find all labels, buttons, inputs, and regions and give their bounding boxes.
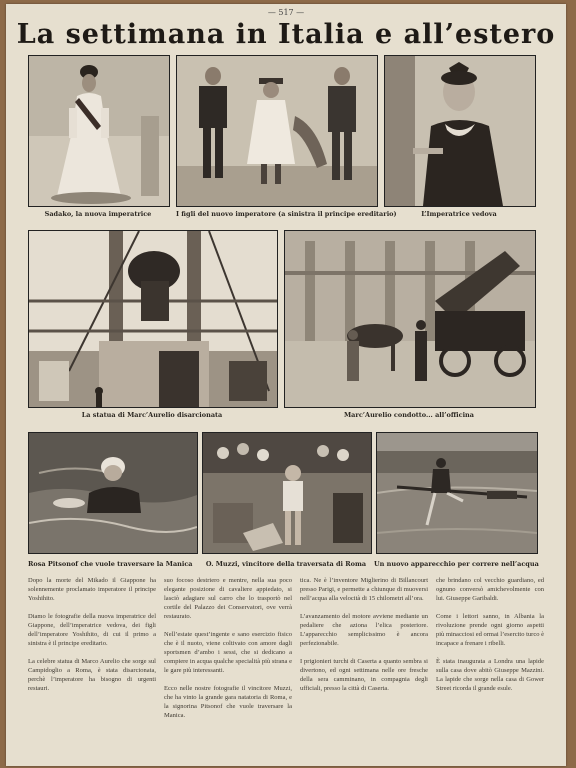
page-title: La settimana in Italia e all’estero	[16, 19, 556, 50]
caption-condotto: Marc’Aurelio condotto... all’officina	[343, 411, 474, 419]
caption-figli: I figli del nuovo imperatore (a sinistra il principe ereditario)	[176, 210, 397, 218]
paragraph: Come i lettori sanno, in Albania la rivoluzione prende ogni giorno aspetti più minacciosi ed ormai l’esercito turco è incapace a frenare i ribelli.	[436, 613, 544, 647]
paragraph: che brindano col vecchio guardiano, ed ognuno conversò amichevolmente con lui. Giuseppe Garibaldi.	[436, 577, 544, 602]
paragraph: L’avanzamento del motore avviene mediante un pedaliere che aziona l’elica posteriore. L’apparecchio semplicissimo è ancora perfezionabile.	[300, 613, 428, 647]
photo-figli	[176, 55, 378, 207]
caption-pitsonof: Rosa Pitsonof che vuole traversare la Manica	[28, 560, 193, 568]
photo-pitsonof	[28, 432, 198, 554]
paragraph: suo focoso destriero e mentre, nella sua poco elegante posizione di cavaliere appiedato, si lasciò adagiare sul carro che lo trasportò nel cortile del Palazzo dei Conservatori, ove verrà restaurato.	[164, 577, 292, 620]
text-column-3	[300, 576, 428, 766]
paragraph: Dopo la morte del Mikado il Giappone ha solennemente proclamato imperatore il principe Yoshihito.	[28, 577, 156, 602]
text-column-1	[28, 576, 156, 766]
paragraph: Ecco nelle nostre fotografie il vincitore Muzzi, che ha vinto la grande gara natatoria di Roma, e la signorina Pitsonof che vuole traversare la Manica.	[164, 685, 292, 719]
paragraph: tica. Ne è l’inventore Miglierino di Billancourt presso Parigi, e permette a chiunque di muoversi nell’acqua alla velocità di 15 chilometri all’ora.	[300, 577, 428, 602]
text-column-2	[164, 576, 292, 766]
caption-sadako: Sadako, la nuova imperatrice	[44, 210, 152, 218]
caption-vedova: L’Imperatrice vedova	[421, 210, 497, 218]
paragraph: Nell’estate quest’ingente e sano esercizio fisico che è il nuoto, viene coltivato con amore dagli sportsmen d’ambo i sessi, che si dedicano a compiere in acqua qualche specialità più strana e le gare più interessanti.	[164, 631, 292, 674]
paragraph: I prigionieri turchi di Caserta a quanto sembra si divertono, ed ogni settimana nelle ore fresche della sera camminano, in compagnia degli ufficiali, presso la città di Caserta.	[300, 658, 428, 692]
caption-apparecchio: Un nuovo apparecchio per correre nell’acqua	[374, 560, 539, 568]
caption-muzzi: O. Muzzi, vincitore della traversata di Roma	[205, 560, 367, 568]
text-column-4	[436, 576, 544, 766]
photo-condotto	[284, 230, 536, 408]
photo-sadako	[28, 55, 170, 207]
photo-muzzi	[202, 432, 372, 554]
caption-statua: La statua di Marc’Aurelio disarcionata	[81, 411, 223, 419]
paragraph: Diamo le fotografie della nuova imperatrice del Giappone, dell’imperatrice vedova, dei figli dell’imperatore Yoshihito, di cui il primo a sinistra è il principe ereditario.	[28, 613, 156, 647]
newspaper-page	[6, 4, 566, 766]
photo-statua	[28, 230, 278, 408]
photo-vedova	[384, 55, 536, 207]
photo-apparecchio	[376, 432, 538, 554]
paragraph: È stata inaugurata a Londra una lapide sulla casa dove abitò Giuseppe Mazzini. La lapide che sorge nella casa di Gower Street ricorda il grande esule.	[436, 658, 544, 692]
paragraph: La celebre statua di Marco Aurelio che sorge sul Campidoglio a Roma, è stata disarcionata, perchè l’imperatore ha bisogno di urgenti restauri.	[28, 658, 156, 692]
page-number: — 517 —	[267, 8, 305, 17]
